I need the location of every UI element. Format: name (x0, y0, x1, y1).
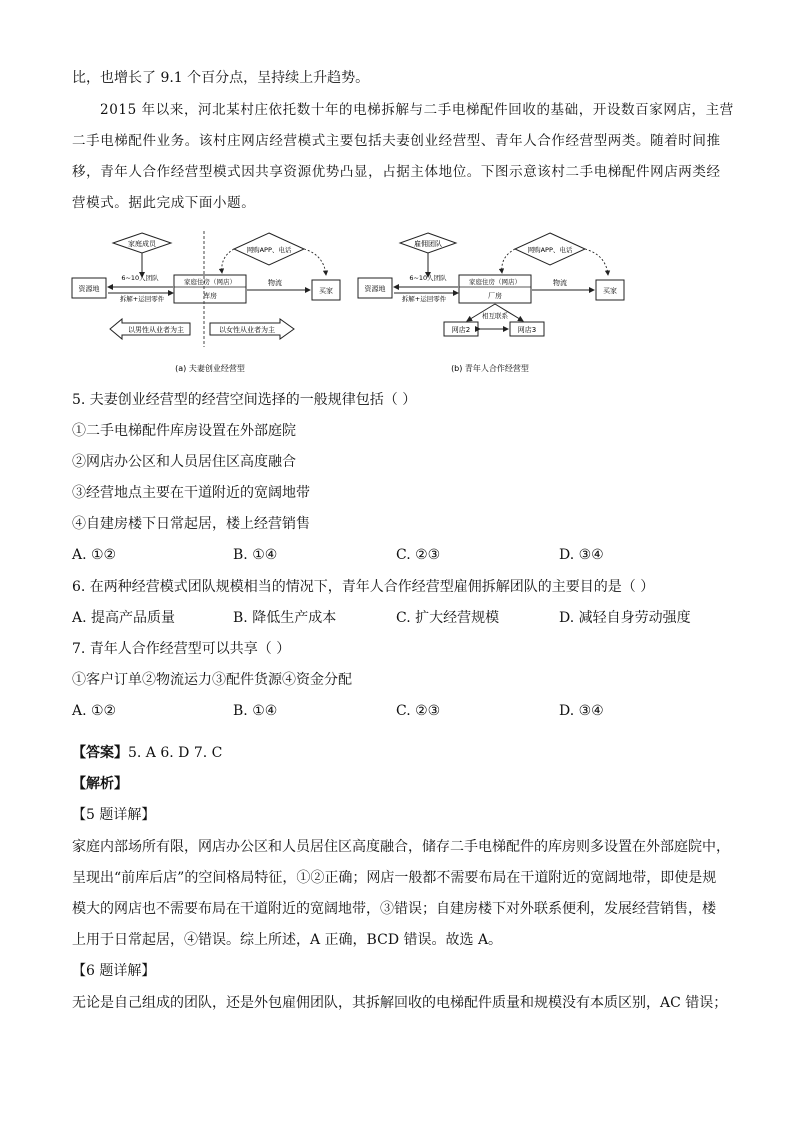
buyer-label-a: 买家 (319, 287, 333, 295)
detail-5-title: 【5 题详解】 (72, 807, 156, 823)
team-size-label-b: 6~10人团队 (409, 274, 447, 282)
intro-paragraph-line-4: 营模式。据此完成下面小题。 (72, 195, 256, 211)
logistics-label-a: 物流 (268, 279, 282, 287)
q5-option-b: B. ①④ (233, 547, 278, 563)
online-order-label-a: 网购APP、电话 (246, 246, 292, 254)
male-label: 以男性从业者为主 (128, 326, 184, 334)
factory-label-b: 厂房 (488, 292, 502, 300)
shop2-label: 网店2 (451, 326, 471, 334)
q5-option-c: C. ②③ (396, 547, 441, 563)
detail-6-title: 【6 题详解】 (72, 963, 156, 979)
source-label-a: 资源地 (78, 285, 100, 293)
detail-6-line-1: 无论是自己组成的团队，还是外包雇佣团队，其拆解回收的电梯配件质量和规模没有本质区别，AC 错误； (72, 995, 728, 1011)
detail-5-line-3: 模大的网店也不需要布局在干道附近的宽阔地带，③错误；自建房楼下对外联系便利，发展经营销售，楼 (72, 901, 716, 917)
intro-paragraph-line-1: 2015 年以来，河北某村庄依托数十年的电梯拆解与二手电梯配件回收的基础，开设数百家网店，主营 (100, 102, 734, 118)
female-label: 以女性从业者为主 (219, 326, 275, 334)
intro-line-0: 比，也增长了 9.1 个百分点，呈持续上升趋势。 (72, 70, 370, 86)
caption-a: (a) 夫妻创业经营型 (175, 364, 245, 373)
q5-statement-3: ③经营地点主要在干道附近的宽阔地带 (72, 485, 310, 501)
detail-5-line-1: 家庭内部场所有限，网店办公区和人员居住区高度融合，储存二手电梯配件的库房则多设置在外部庭院中， (72, 839, 730, 855)
answer-line (72, 743, 222, 763)
caption-b: (b) 青年人合作经营型 (451, 364, 529, 373)
mutual-contact-label: 相互联系 (482, 312, 508, 320)
home-shop-label-b: 家庭住房（网店） (469, 278, 521, 286)
analysis-label: 【解析】 (72, 776, 128, 792)
q7-stem: 7. 青年人合作经营型可以共享（ ） (72, 641, 291, 657)
q7-option-d: D. ③④ (559, 703, 604, 719)
dismantle-label-a: 拆解+运回零件 (119, 295, 165, 303)
warehouse-label-a: 库房 (203, 292, 217, 300)
q7-statements: ①客户订单②物流运力③配件货源④资金分配 (72, 672, 352, 688)
team-size-label-a: 6~10人团队 (121, 274, 159, 282)
intro-paragraph-line-2: 二手电梯配件业务。该村庄网店经营模式主要包括夫妻创业经营型、青年人合作经营型两类。随着时间推 (72, 133, 721, 149)
shop3-label: 网店3 (517, 326, 537, 334)
answer-text: 5. A 6. D 7. C (128, 745, 223, 761)
logistics-label-b: 物流 (553, 279, 567, 287)
answer-label: 【答案】 (72, 745, 128, 761)
q5-option-a: A. ①② (72, 547, 117, 563)
q5-statement-4: ④自建房楼下日常起居，楼上经营销售 (72, 516, 310, 532)
home-shop-label-a: 家庭住房（网店） (184, 278, 236, 286)
q6-option-d: D. 减轻自身劳动强度 (559, 610, 691, 626)
diagram-a (72, 231, 340, 373)
buyer-label-b: 买家 (603, 287, 617, 295)
business-model-figure (70, 225, 660, 381)
intro-paragraph-line-3: 移，青年人合作经营型模式因共享资源优势凸显，占据主体地位。下图示意该村二手电梯配件网店两类经 (72, 164, 721, 180)
q6-option-a: A. 提高产品质量 (72, 610, 176, 626)
q5-option-d: D. ③④ (559, 547, 604, 563)
q6-option-b: B. 降低生产成本 (233, 610, 337, 626)
detail-5-line-4: 上用于日常起居，④错误。综上所述，A 正确，BCD 错误。故选 A。 (72, 932, 503, 948)
q5-stem: 5. 夫妻创业经营型的经营空间选择的一般规律包括（ ） (72, 392, 417, 408)
detail-5-line-2: 呈现出“前库后店”的空间格局特征，①②正确；网店一般都不需要布局在干道附近的宽阔地带，即使是规 (72, 870, 717, 886)
source-label-b: 资源地 (364, 285, 386, 293)
diagram-b (358, 233, 624, 373)
online-order-label-b: 网购APP、电话 (527, 246, 573, 254)
business-model-diagram (70, 225, 660, 377)
q7-option-c: C. ②③ (396, 703, 441, 719)
q6-stem: 6. 在两种经营模式团队规模相当的情况下，青年人合作经营型雇佣拆解团队的主要目的是（ ） (72, 579, 655, 595)
family-members-label: 家庭成员 (128, 240, 156, 248)
q5-statement-1: ①二手电梯配件库房设置在外部庭院 (72, 423, 296, 439)
q7-option-a: A. ①② (72, 703, 117, 719)
hired-team-label: 雇佣团队 (414, 240, 442, 248)
q5-statement-2: ②网店办公区和人员居住区高度融合 (72, 454, 296, 470)
q7-option-b: B. ①④ (233, 703, 278, 719)
q6-option-c: C. 扩大经营规模 (396, 610, 500, 626)
dismantle-label-b: 拆解+运回零件 (401, 295, 447, 303)
